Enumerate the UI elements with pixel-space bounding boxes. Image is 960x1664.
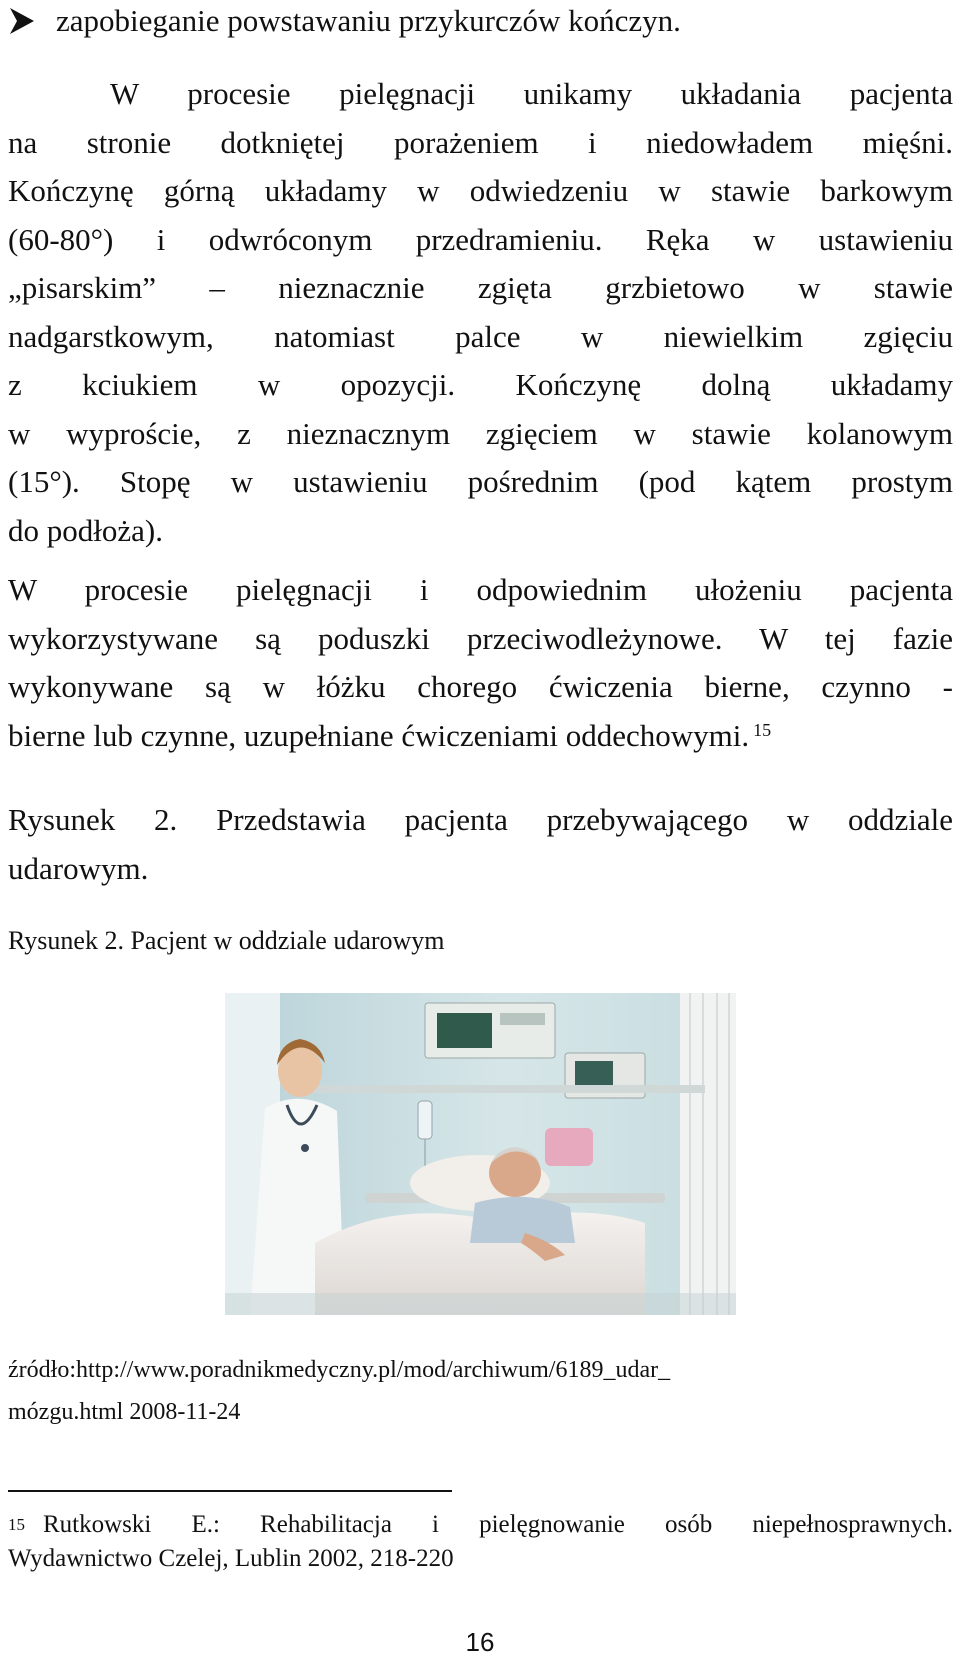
paragraph-line: do podłoża). <box>8 512 163 548</box>
hospital-ward-photo <box>225 993 736 1315</box>
paragraph-line: nadgarstkowym, natomiast palce w niewielkim zgięciu <box>8 318 953 354</box>
bullet-text: zapobieganie powstawaniu przykurczów kończyn. <box>56 3 681 38</box>
figure-source: źródło:http://www.poradnikmedyczny.pl/mod/archiwum/6189_udar_ <box>8 1357 671 1383</box>
bullet-item <box>8 0 681 42</box>
paragraph-line: udarowym. <box>8 850 149 886</box>
paragraph-line: Kończynę górną układamy w odwiedzeniu w stawie barkowym <box>8 173 953 208</box>
paragraph-line: wykonywane są w łóżku chorego ćwiczenia bierne, czynno - <box>8 669 953 704</box>
paragraph-line: wykorzystywane są poduszki przeciwodleżynowe. W tej fazie <box>8 620 953 656</box>
footnote-separator <box>8 1490 452 1492</box>
page-number: 16 <box>465 1627 495 1657</box>
arrowhead-bullet-icon <box>8 6 36 36</box>
footnote-reference: 15 <box>753 719 772 740</box>
paragraph-line: W procesie pielęgnacji i odpowiednim ułożeniu pacjenta <box>8 572 953 607</box>
paragraph-line: bierne lub czynne, uzupełniane ćwiczeniami oddechowymi. <box>8 717 750 753</box>
paragraph-line: „pisarskim” – nieznacznie zgięta grzbietowo w stawie <box>8 270 953 305</box>
footnote <box>8 1508 953 1576</box>
footnote-text: Rutkowski E.: Rehabilitacja i pielęgnowanie osób niepełnosprawnych. <box>43 1511 953 1538</box>
paragraph-positioning <box>8 70 953 555</box>
paragraph-figure-intro <box>8 796 953 893</box>
paragraph-line: na stronie dotkniętej porażeniem i niedowładem mięśni. <box>8 124 953 160</box>
paragraph-line: z kciukiem w opozycji. Kończynę dolną układamy <box>8 367 953 402</box>
figure-source-continued: mózgu.html 2008-11-24 <box>8 1399 241 1425</box>
figure-caption: Rysunek 2. Pacjent w oddziale udarowym <box>8 926 445 955</box>
paragraph-line: (15°). Stopę w ustawieniu pośrednim (pod kątem prostym <box>8 464 953 499</box>
paragraph-line: W procesie pielęgnacji unikamy układania pacjenta <box>110 76 953 111</box>
footnote-number: 15 <box>8 1515 25 1534</box>
paragraph-line: Rysunek 2. Przedstawia pacjenta przebywającego w oddziale <box>8 802 953 837</box>
paragraph-exercises <box>8 566 953 760</box>
paragraph-line: w wyproście, z nieznacznym zgięciem w stawie kolanowym <box>8 415 953 451</box>
paragraph-line: (60-80°) i odwróconym przedramieniu. Ręka w ustawieniu <box>8 221 953 257</box>
footnote-text-continued: Wydawnictwo Czelej, Lublin 2002, 218-220 <box>8 1545 454 1572</box>
